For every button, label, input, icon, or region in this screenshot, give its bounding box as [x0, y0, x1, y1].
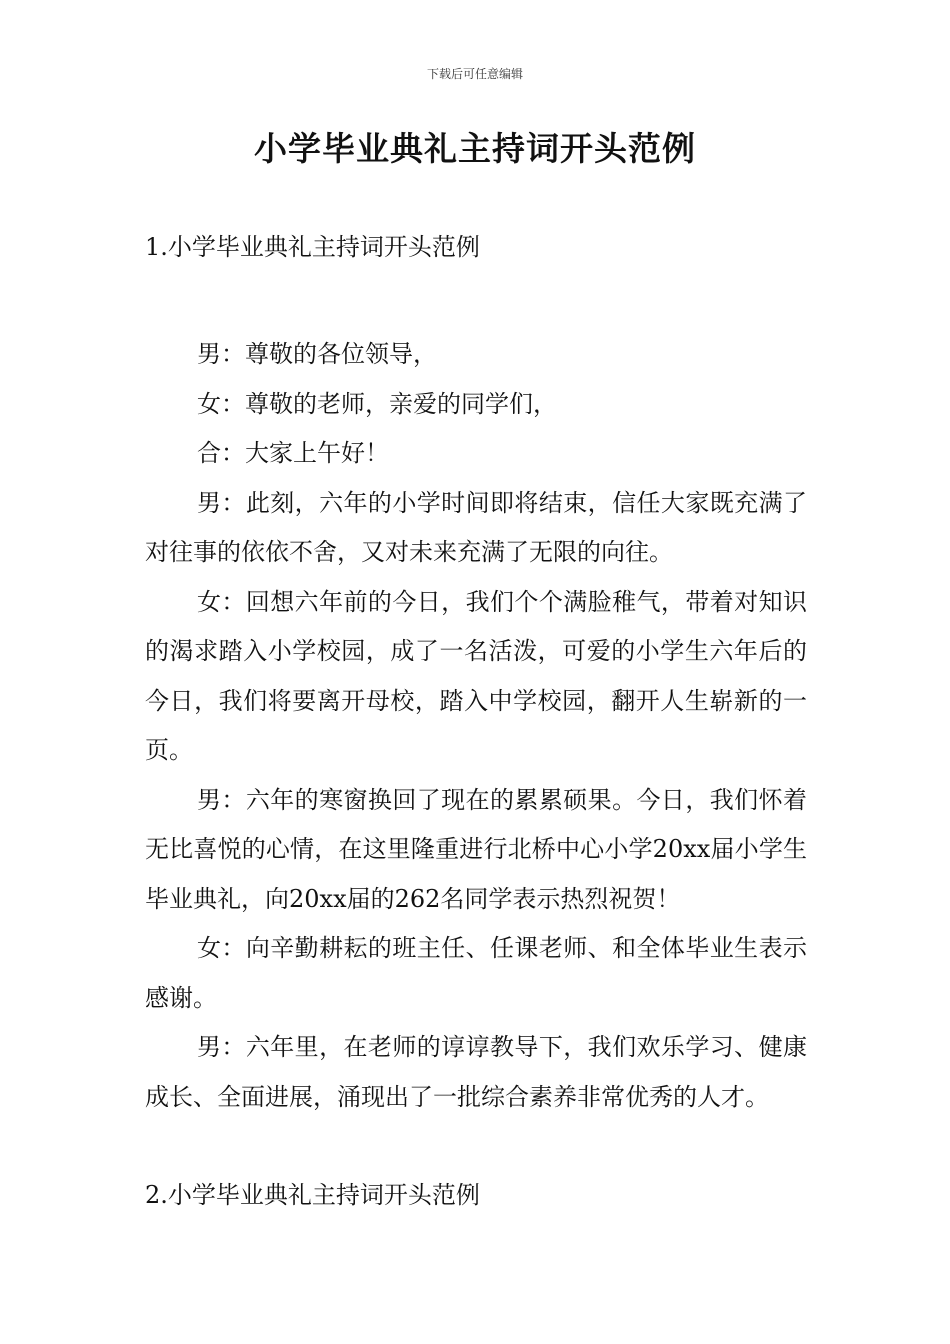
paragraph: 合：大家上午好！ [197, 439, 389, 467]
watermark-text: 下载后可任意编辑 [426, 67, 523, 81]
paragraph: 女：回想六年前的今日，我们个个满脸稚气，带着对知识的渴求踏入小学校园，成了一名活泼，可爱的小学生六年后的今日，我们将要离开母校，踏入中学校园，翻开人生崭新的一页。 [145, 587, 807, 764]
paragraph: 男：六年里，在老师的谆谆教导下，我们欢乐学习、健康成长、全面进展，涌现出了一批综合素养非常优秀的人才。 [145, 1033, 807, 1111]
section-heading-1: 1.小学毕业典礼主持词开头范例 [145, 233, 480, 261]
paragraph: 女：向辛勤耕耘的班主任、任课老师、和全体毕业生表示感谢。 [145, 934, 807, 1012]
document-title: 小学毕业典礼主持词开头范例 [254, 129, 696, 168]
paragraph: 男：尊敬的各位领导， [197, 340, 437, 368]
document-body [145, 330, 807, 1122]
section-heading-2: 2.小学毕业典礼主持词开头范例 [145, 1181, 480, 1209]
paragraph: 女：尊敬的老师，亲爱的同学们， [197, 389, 557, 418]
paragraph: 男：六年的寒窗换回了现在的累累硕果。今日，我们怀着无比喜悦的心情，在这里隆重进行北桥中心小学20xx届小学生毕业典礼，向20xx届的262名同学表示热烈祝贺！ [145, 785, 807, 913]
paragraph: 男：此刻，六年的小学时间即将结束，信任大家既充满了对往事的依依不舍，又对未来充满了无限的向往。 [145, 488, 807, 566]
